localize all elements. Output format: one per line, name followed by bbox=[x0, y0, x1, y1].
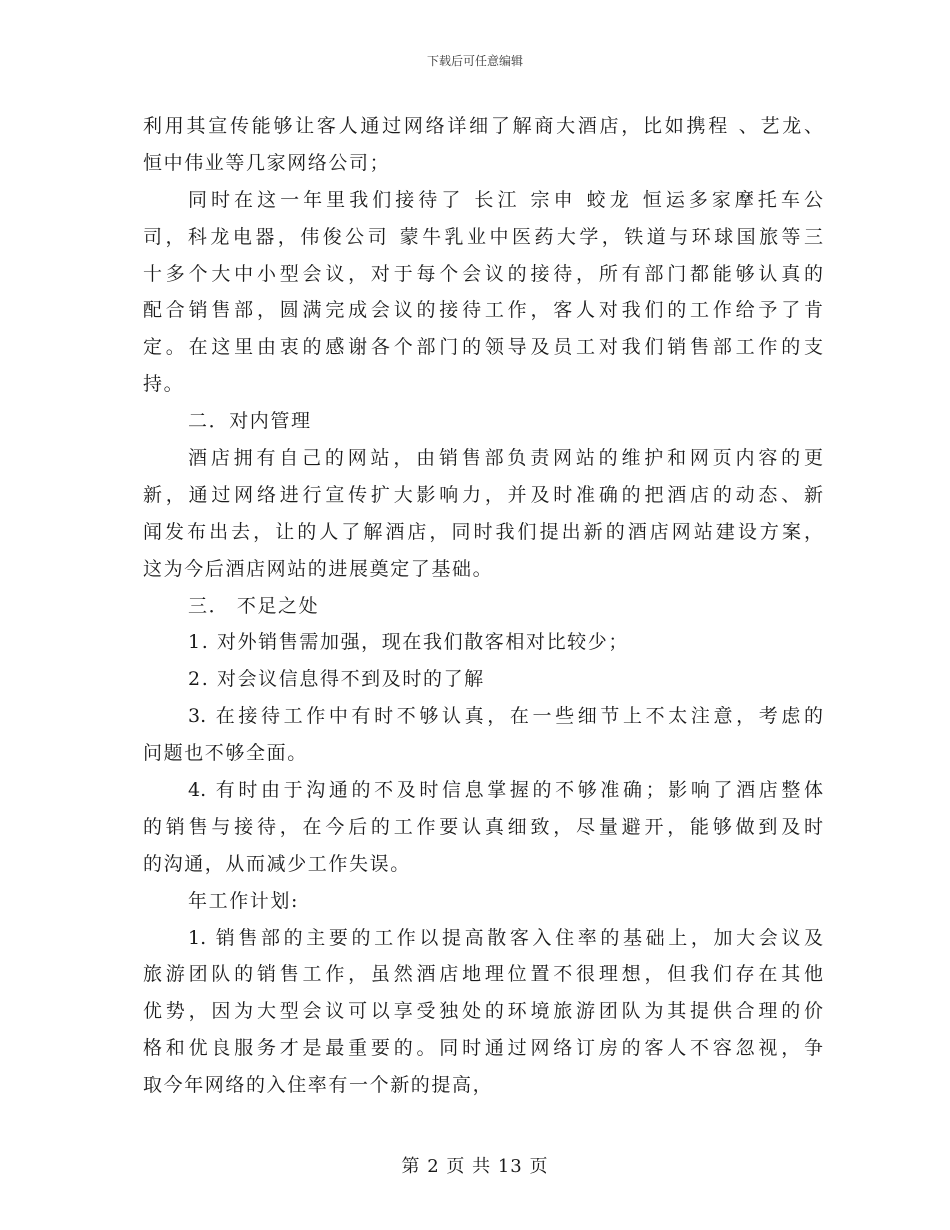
text-line: 的销售与接待，在今后的工作要认真细致，尽量避开，能够做到及时 bbox=[143, 815, 823, 838]
text-line: 旅游团队的销售工作，虽然酒店地理位置不很理想，但我们存在其他 bbox=[143, 963, 823, 986]
text-line: 三． 不足之处 bbox=[188, 594, 320, 617]
text-line: 配合销售部，圆满完成会议的接待工作，客人对我们的工作给予了肯 bbox=[143, 299, 823, 322]
text-line: 持。 bbox=[143, 373, 185, 396]
text-line: 问题也不够全面。 bbox=[143, 742, 308, 765]
text-line: 4. 有时由于沟通的不及时信息掌握的不够准确；影响了酒店整体 bbox=[188, 779, 823, 802]
text-line: 酒店拥有自己的网站，由销售部负责网站的维护和网页内容的更 bbox=[188, 447, 823, 470]
text-line: 优势，因为大型会议可以享受独处的环境旅游团队为其提供合理的价 bbox=[143, 1000, 823, 1023]
document-body bbox=[143, 108, 823, 1104]
text-line: 格和优良服务才是最重要的。同时通过网络订房的客人不容忽视，争 bbox=[143, 1037, 823, 1060]
text-line: 利用其宣传能够让客人通过网络详细了解商大酒店，比如携程 、艺龙、 bbox=[143, 115, 823, 137]
text-line: 年工作计划: bbox=[188, 889, 300, 912]
text-line: 1. 对外销售需加强，现在我们散客相对比较少； bbox=[188, 631, 629, 654]
text-line: 2. 对会议信息得不到及时的了解 bbox=[188, 668, 485, 691]
text-line: 恒中伟业等几家网络公司； bbox=[143, 151, 391, 174]
text-line: 闻发布出去，让的人了解酒店，同时我们提出新的酒店网站建设方案， bbox=[143, 520, 823, 543]
text-line: 取今年网络的入住率有一个新的提高， bbox=[143, 1074, 494, 1097]
text-line: 1. 销售部的主要的工作以提高散客入住率的基础上，加大会议及 bbox=[188, 926, 823, 949]
text-line: 新，通过网络进行宣传扩大影响力，并及时准确的把酒店的动态、新 bbox=[143, 483, 823, 506]
page-header: 下载后可任意编辑 bbox=[426, 54, 523, 68]
text-line: 的沟通，从而减少工作失误。 bbox=[143, 852, 411, 875]
text-line: 同时在这一年里我们接待了 长江 宗申 蛟龙 恒运多家摩托车公 bbox=[188, 188, 823, 211]
text-line: 这为今后酒店网站的进展奠定了基础。 bbox=[143, 557, 494, 580]
text-line: 司，科龙电器，伟俊公司 蒙牛乳业中医药大学，铁道与环球国旅等三 bbox=[143, 225, 823, 248]
page-footer: 第 2 页 共 13 页 bbox=[401, 1156, 549, 1177]
text-line: 二．对内管理 bbox=[188, 410, 312, 433]
text-line: 定。在这里由衷的感谢各个部门的领导及员工对我们销售部工作的支 bbox=[143, 336, 823, 359]
text-line: 3. 在接待工作中有时不够认真，在一些细节上不太注意，考虑的 bbox=[188, 705, 823, 728]
text-line: 十多个大中小型会议，对于每个会议的接待，所有部门都能够认真的 bbox=[143, 262, 823, 285]
